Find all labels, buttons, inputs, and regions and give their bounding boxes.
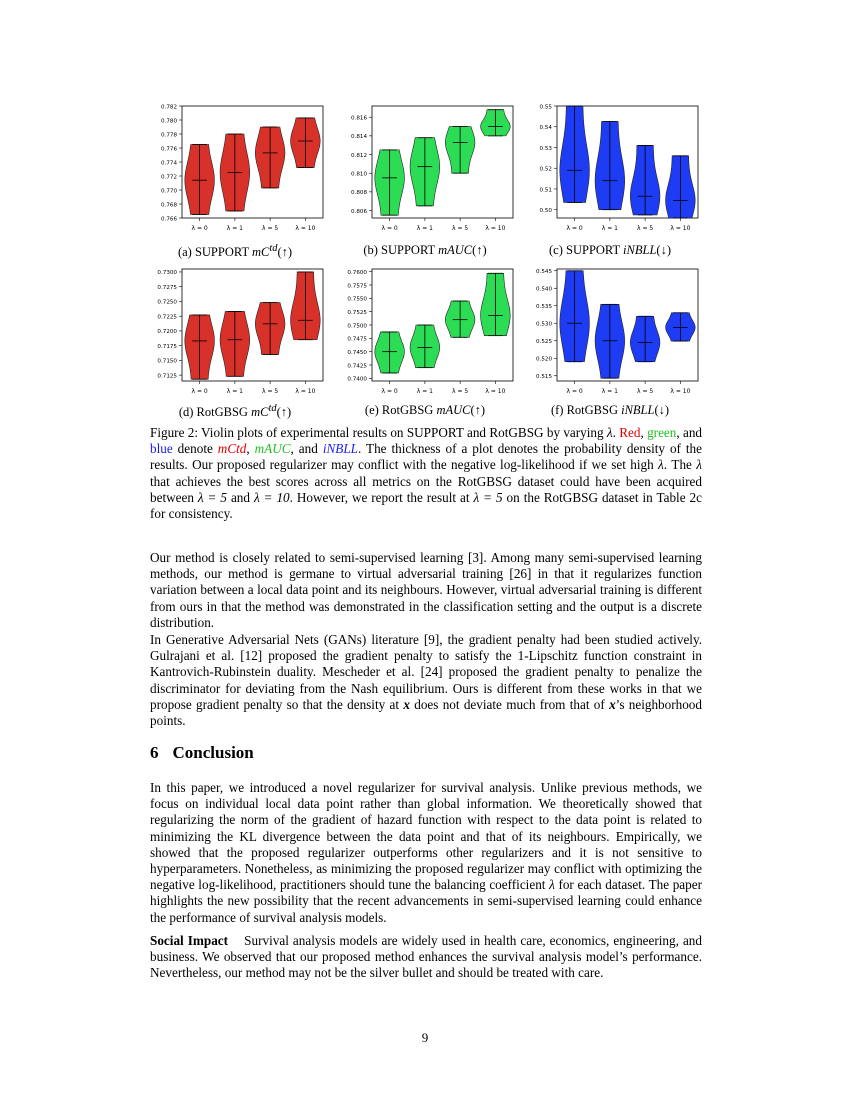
y-tick-label: 0.515: [535, 374, 552, 381]
x-tick-label: λ = 1: [416, 225, 433, 232]
y-tick-label: 0.7600: [347, 269, 367, 276]
y-tick-label: 0.7175: [157, 343, 177, 350]
x-tick-label: λ = 5: [637, 225, 654, 232]
y-tick-label: 0.545: [535, 269, 552, 276]
paragraph-gans: In Generative Adversarial Nets (GANs) literature [9], the gradient penalty had been studied actively. Gulrajani et al. [12] proposed the gradient penalty to satisfy the 1-Lipschitz function constraint in Kantrovich-Rubinstein duality. Mescheder et al. [24] proposed the gradient penalty to penalize the discriminator for deviating from the Nash equilibrium. Ours is different from these works in that we propose gradient penalty so that the density at x does not deviate much from that of x’s neighborhood points.: [150, 632, 702, 729]
x-tick-label: λ = 0: [191, 388, 208, 395]
x-tick-label: λ = 10: [485, 225, 506, 232]
y-tick-label: 0.7425: [347, 363, 367, 370]
y-tick-label: 0.7250: [157, 299, 177, 306]
violin-plot-c: [515, 100, 705, 240]
x-tick-label: λ = 0: [566, 388, 583, 395]
x-tick-label: λ = 1: [226, 225, 243, 232]
x-tick-label: λ = 0: [566, 225, 583, 232]
subcaption-d: (d) RotGBSG $mC^{td}(↑)$: [178, 403, 292, 420]
x-tick-label: λ = 1: [601, 225, 618, 232]
violin-plot-e: [330, 263, 520, 403]
y-tick-label: 0.772: [160, 174, 177, 181]
x-tick-label: λ = 1: [601, 388, 618, 395]
y-tick-label: 0.780: [160, 118, 177, 125]
page-number: 9: [421, 1030, 429, 1045]
subcaption-f: (f) RotGBSG iNBLL(↓): [550, 403, 670, 417]
subcaption-b: (b) SUPPORT mAUC(↑): [363, 243, 487, 257]
y-tick-label: 0.51: [539, 187, 552, 194]
violin-plot-a: [140, 100, 330, 240]
y-tick-label: 0.778: [160, 132, 177, 139]
y-tick-label: 0.776: [160, 146, 177, 153]
x-tick-label: λ = 1: [226, 388, 243, 395]
x-tick-label: λ = 10: [295, 388, 316, 395]
x-tick-label: λ = 5: [452, 225, 469, 232]
violin-plot-f: [515, 263, 705, 403]
x-tick-label: λ = 5: [637, 388, 654, 395]
y-tick-label: 0.782: [160, 104, 177, 111]
y-tick-label: 0.7575: [347, 283, 367, 290]
y-tick-label: 0.770: [160, 188, 177, 195]
x-tick-label: λ = 10: [485, 388, 506, 395]
y-tick-label: 0.7200: [157, 329, 177, 336]
y-tick-label: 0.806: [350, 208, 367, 215]
section-heading: 6 Conclusion: [150, 743, 254, 762]
y-tick-label: 0.808: [350, 190, 367, 197]
y-tick-label: 0.53: [539, 145, 552, 152]
y-tick-label: 0.52: [539, 166, 552, 173]
y-tick-label: 0.7475: [347, 336, 367, 343]
paragraph-semi-supervised: Our method is closely related to semi-supervised learning [3]. Among many semi-supervised learning methods, our method is germane to virtual adversarial training [26] in that it regularizes function variation between a local data point and its neighbours. However, virtual adversarial training is different from ours in that the method was demonstrated in the classification setting and the output is a discrete distribution.: [150, 550, 702, 630]
y-tick-label: 0.7500: [347, 323, 367, 330]
y-tick-label: 0.812: [350, 152, 367, 159]
x-tick-label: λ = 10: [295, 225, 316, 232]
x-tick-label: λ = 0: [381, 225, 398, 232]
y-tick-label: 0.7450: [347, 349, 367, 356]
y-tick-label: 0.525: [535, 339, 552, 346]
x-tick-label: λ = 0: [381, 388, 398, 395]
y-tick-label: 0.766: [160, 216, 177, 223]
y-tick-label: 0.7275: [157, 284, 177, 291]
subcaption-e: (e) RotGBSG mAUC(↑): [364, 403, 486, 417]
y-tick-label: 0.54: [539, 125, 552, 132]
violin-plot-d: [140, 263, 330, 403]
y-tick-label: 0.7225: [157, 314, 177, 321]
y-tick-label: 0.816: [350, 115, 367, 122]
y-tick-label: 0.7150: [157, 358, 177, 365]
y-tick-label: 0.7550: [347, 296, 367, 303]
y-tick-label: 0.7400: [347, 376, 367, 383]
x-tick-label: λ = 1: [416, 388, 433, 395]
violin-plot-b: [330, 100, 520, 240]
y-tick-label: 0.520: [535, 356, 552, 363]
subcaption-c: (c) SUPPORT iNBLL(↓): [549, 243, 671, 257]
y-tick-label: 0.535: [535, 304, 552, 311]
x-tick-label: λ = 5: [262, 388, 279, 395]
paragraph-conclusion: In this paper, we introduced a novel regularizer for survival analysis. Unlike previous methods, we focus on individual local data point rather than global information. We theoretically showed that regularizing the norm of the gradient of hazard function with respect to the data point is related to minimizing the KL divergence between the data point and that of its neighbours. Empirically, we showed that the proposed regularizer outperforms other regularizers and it is not sensitive to hyperparameters. Nonetheless, as minimizing the proposed regularizer may conflict with optimizing the negative log-likelihood, practitioners should tune the balancing coefficient λ for each dataset. The paper highlights the new possibility that the recent advancements in semi-supervised learning could enhance the performance of survival analysis models.: [150, 780, 702, 925]
social-impact-heading: Social Impact: [150, 933, 229, 948]
x-tick-label: λ = 5: [452, 388, 469, 395]
y-tick-label: 0.810: [350, 171, 367, 178]
y-tick-label: 0.7525: [347, 309, 367, 316]
y-tick-label: 0.50: [539, 208, 552, 215]
paragraph-social-impact: Social Impact Survival analysis models are widely used in health care, economics, engineering, and business. We observed that our proposed method enhances the survival analysis model’s performance. Nevertheless, our method may not be the silver bullet and should be treated with care.: [150, 933, 702, 981]
x-tick-label: λ = 5: [262, 225, 279, 232]
y-tick-label: 0.7125: [157, 373, 177, 380]
subcaption-a: (a) SUPPORT $mC^{td}(↑)$: [177, 243, 293, 260]
y-tick-label: 0.55: [539, 104, 552, 111]
y-tick-label: 0.540: [535, 286, 552, 293]
figure-caption: Figure 2: Violin plots of experimental results on SUPPORT and RotGBSG by varying λ. Red, green, and blue denote mCtd, mAUC, and iNBLL. The thickness of a plot denotes the probability density of the results. Our proposed regularizer may conflict with the negative log-likelihood if we set high λ. The λ that achieves the best scores across all metrics on the RotGBSG dataset could have been acquired between λ = 5 and λ = 10. However, we report the result at λ = 5 on the RotGBSG dataset in Table 2c for consistency.: [150, 425, 703, 522]
x-tick-label: λ = 0: [191, 225, 208, 232]
y-tick-label: 0.7300: [157, 270, 177, 277]
y-tick-label: 0.530: [535, 321, 552, 328]
x-tick-label: λ = 10: [670, 225, 691, 232]
x-tick-label: λ = 10: [670, 388, 691, 395]
y-tick-label: 0.814: [350, 134, 367, 141]
y-tick-label: 0.774: [160, 160, 177, 167]
y-tick-label: 0.768: [160, 202, 177, 209]
